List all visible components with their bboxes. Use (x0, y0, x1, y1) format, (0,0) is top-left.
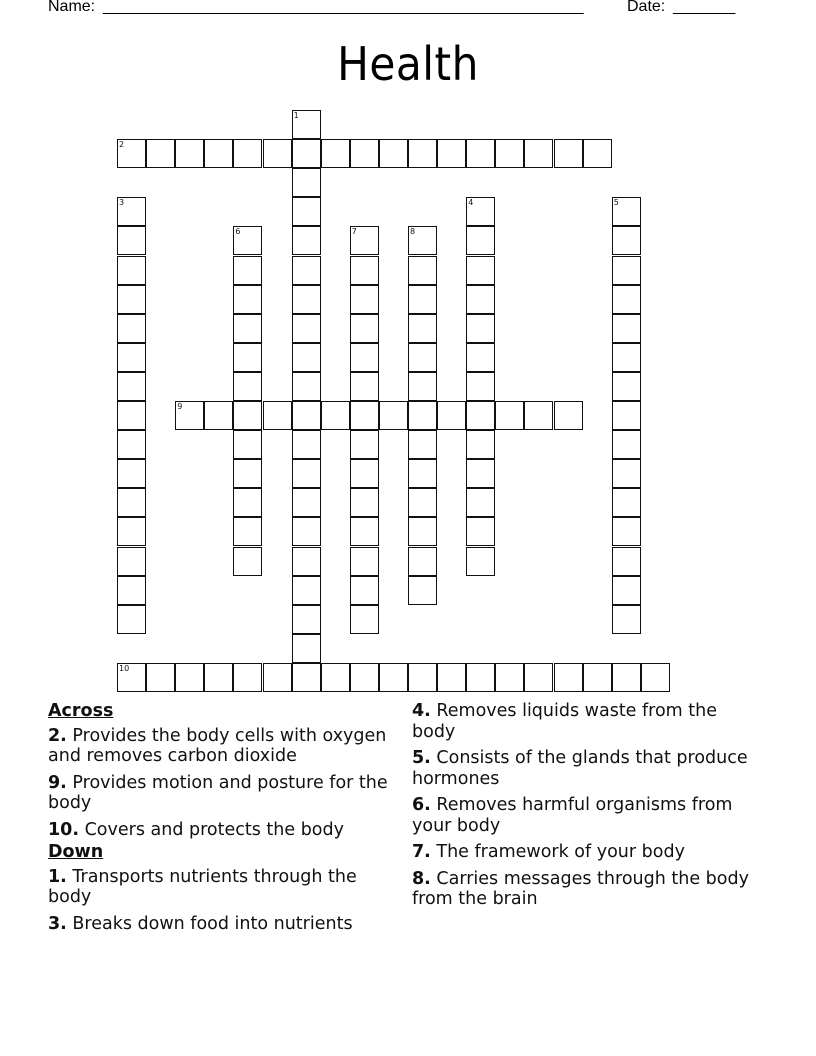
clue-text: Transports nutrients through the body (48, 866, 357, 907)
cell-number: 9 (177, 402, 183, 411)
crossword-cell[interactable] (321, 663, 350, 692)
crossword-cell[interactable] (233, 459, 262, 488)
crossword-cell[interactable] (204, 139, 233, 168)
crossword-cell[interactable] (350, 401, 379, 430)
crossword-cell[interactable] (117, 547, 146, 576)
across-heading: Across (48, 701, 114, 721)
date-field[interactable]: _______ (673, 0, 736, 15)
name-label: Name: (48, 0, 96, 15)
crossword-cell[interactable] (466, 285, 495, 314)
crossword-cell[interactable] (408, 459, 437, 488)
crossword-cell[interactable] (466, 226, 495, 255)
crossword-cell[interactable] (263, 139, 292, 168)
crossword-cell[interactable] (292, 401, 321, 430)
cell-number: 1 (293, 111, 299, 120)
crossword-cell[interactable] (117, 576, 146, 605)
crossword-cell[interactable] (350, 343, 379, 372)
clue-number: 6. (412, 795, 431, 815)
crossword-cell[interactable] (408, 256, 437, 285)
crossword-cell[interactable] (466, 547, 495, 576)
crossword-cell[interactable] (233, 314, 262, 343)
clue-down-3 (48, 914, 400, 935)
cell-number: 6 (235, 227, 241, 237)
crossword-cell[interactable] (233, 343, 262, 372)
crossword-cell[interactable] (408, 343, 437, 372)
crossword-cell[interactable] (612, 547, 641, 576)
clue-number: 4. (412, 701, 431, 721)
crossword-cell[interactable] (612, 576, 641, 605)
page-title: Health (337, 37, 479, 91)
clue-text: Removes harmful organisms from your body (412, 795, 733, 836)
crossword-cell[interactable] (263, 663, 292, 692)
crossword-cell[interactable] (641, 663, 670, 692)
crossword-cell[interactable] (612, 285, 641, 314)
crossword-cell[interactable] (292, 256, 321, 285)
crossword-cell[interactable] (524, 139, 553, 168)
crossword-cell[interactable] (612, 663, 641, 692)
crossword-cell[interactable] (233, 517, 262, 546)
crossword-cell[interactable] (466, 256, 495, 285)
crossword-cell[interactable] (263, 401, 292, 430)
crossword-cell[interactable] (379, 139, 408, 168)
clue-number: 10. (48, 819, 80, 840)
crossword-cell[interactable] (408, 517, 437, 546)
crossword-cell[interactable] (583, 663, 612, 692)
crossword-cell[interactable] (233, 256, 262, 285)
crossword-cell[interactable] (117, 314, 146, 343)
crossword-cell[interactable] (495, 663, 524, 692)
crossword-cell[interactable] (175, 401, 204, 430)
crossword-cell[interactable] (233, 488, 262, 517)
clue-text: Provides the body cells with oxygen and removes carbon dioxide (48, 725, 387, 766)
crossword-cell[interactable] (292, 634, 321, 663)
crossword-cell[interactable] (612, 226, 641, 255)
crossword-cell[interactable] (292, 372, 321, 401)
crossword-cell[interactable] (466, 430, 495, 459)
crossword-cell[interactable] (466, 517, 495, 546)
crossword-cell[interactable] (350, 285, 379, 314)
clue-text: Covers and protects the body (79, 819, 344, 840)
crossword-cell[interactable] (612, 517, 641, 546)
crossword-cell[interactable] (408, 401, 437, 430)
clue-across-2 (48, 726, 400, 767)
crossword-cell[interactable] (292, 576, 321, 605)
crossword-cell[interactable] (350, 576, 379, 605)
crossword-cell[interactable] (437, 139, 466, 168)
clue-text: Removes liquids waste from the body (412, 701, 718, 742)
crossword-cell[interactable] (321, 401, 350, 430)
crossword-cell[interactable] (117, 605, 146, 634)
clue-number: 9. (48, 772, 67, 793)
crossword-cell[interactable] (437, 401, 466, 430)
crossword-cell[interactable] (292, 110, 321, 139)
clue-number: 5. (412, 748, 431, 768)
crossword-cell[interactable] (233, 547, 262, 576)
clue-down-1 (48, 867, 400, 908)
crossword-cell[interactable] (612, 372, 641, 401)
crossword-cell[interactable] (466, 372, 495, 401)
clue-number: 2. (48, 725, 67, 746)
cell-number: 2 (119, 140, 125, 150)
crossword-cell[interactable] (117, 226, 146, 255)
crossword-cell[interactable] (117, 285, 146, 314)
crossword-cell[interactable] (233, 226, 262, 255)
crossword-cell[interactable] (554, 663, 583, 692)
crossword-cell[interactable] (379, 401, 408, 430)
clue-down-6 (412, 795, 757, 836)
crossword-cell[interactable] (146, 139, 175, 168)
crossword-cell[interactable] (466, 459, 495, 488)
clue-number: 3. (48, 913, 67, 934)
crossword-cell[interactable] (117, 197, 146, 226)
clue-across-9 (48, 773, 400, 814)
crossword-cell[interactable] (612, 401, 641, 430)
clue-text: Provides motion and posture for the body (48, 772, 388, 813)
crossword-cell[interactable] (292, 168, 321, 197)
clue-across-10 (48, 820, 400, 841)
crossword-cell[interactable] (292, 547, 321, 576)
crossword-cell[interactable] (292, 343, 321, 372)
clue-number: 8. (412, 868, 431, 889)
crossword-cell[interactable] (612, 197, 641, 226)
crossword-cell[interactable] (408, 430, 437, 459)
crossword-cell[interactable] (233, 372, 262, 401)
crossword-cell[interactable] (350, 256, 379, 285)
crossword-cell[interactable] (350, 459, 379, 488)
crossword-cell[interactable] (408, 372, 437, 401)
crossword-cell[interactable] (408, 576, 437, 605)
crossword-cell[interactable] (612, 488, 641, 517)
crossword-cell[interactable] (408, 139, 437, 168)
crossword-cell[interactable] (466, 197, 495, 226)
crossword-cell[interactable] (612, 256, 641, 285)
clue-down-5 (412, 748, 757, 789)
crossword-cell[interactable] (466, 401, 495, 430)
crossword-cell[interactable] (408, 226, 437, 255)
crossword-cell[interactable] (612, 605, 641, 634)
crossword-cell[interactable] (350, 517, 379, 546)
crossword-cell[interactable] (117, 459, 146, 488)
crossword-cell[interactable] (117, 139, 146, 168)
crossword-cell[interactable] (117, 430, 146, 459)
crossword-cell[interactable] (117, 401, 146, 430)
crossword-cell[interactable] (350, 430, 379, 459)
crossword-cell[interactable] (292, 488, 321, 517)
crossword-cell[interactable] (204, 663, 233, 692)
crossword-cell[interactable] (233, 139, 262, 168)
crossword-cell[interactable] (233, 430, 262, 459)
crossword-cell[interactable] (466, 343, 495, 372)
crossword-cell[interactable] (350, 139, 379, 168)
crossword-cell[interactable] (408, 285, 437, 314)
cell-number: 7 (351, 227, 357, 237)
clues-column-left (48, 701, 400, 940)
cell-number: 5 (613, 198, 619, 208)
clue-text: The framework of your body (430, 842, 685, 862)
crossword-cell[interactable] (524, 401, 553, 430)
crossword-cell[interactable] (292, 459, 321, 488)
crossword-cell[interactable] (554, 401, 583, 430)
crossword-cell[interactable] (292, 430, 321, 459)
clues-column-right (412, 701, 757, 916)
crossword-cell[interactable] (292, 139, 321, 168)
crossword-cell[interactable] (117, 372, 146, 401)
crossword-cell[interactable] (350, 314, 379, 343)
clue-text: Consists of the glands that produce hormones (412, 748, 748, 789)
date-label: Date: (627, 0, 666, 15)
crossword-cell[interactable] (233, 285, 262, 314)
crossword-cell[interactable] (292, 605, 321, 634)
crossword-cell[interactable] (292, 517, 321, 546)
crossword-cell[interactable] (466, 488, 495, 517)
crossword-cell[interactable] (612, 459, 641, 488)
crossword-cell[interactable] (292, 226, 321, 255)
crossword-cell[interactable] (350, 488, 379, 517)
crossword-cell[interactable] (292, 285, 321, 314)
clue-number: 7. (412, 842, 431, 862)
crossword-cell[interactable] (408, 314, 437, 343)
clue-down-4 (412, 701, 757, 742)
crossword-cell[interactable] (350, 372, 379, 401)
crossword-cell[interactable] (175, 663, 204, 692)
crossword-cell[interactable] (466, 314, 495, 343)
cell-number: 3 (119, 198, 125, 208)
crossword-cell[interactable] (408, 488, 437, 517)
crossword-cell[interactable] (612, 430, 641, 459)
crossword-cell[interactable] (233, 401, 262, 430)
crossword-cell[interactable] (612, 343, 641, 372)
crossword-cell[interactable] (292, 197, 321, 226)
crossword-cell[interactable] (583, 139, 612, 168)
crossword-cell[interactable] (321, 139, 350, 168)
clue-text: Carries messages through the body from the brain (412, 868, 749, 909)
crossword-cell[interactable] (117, 517, 146, 546)
crossword-cell[interactable] (350, 226, 379, 255)
cell-number: 4 (468, 198, 474, 208)
cell-number: 8 (410, 227, 416, 237)
crossword-cell[interactable] (495, 139, 524, 168)
crossword-cell[interactable] (379, 663, 408, 692)
crossword-cell[interactable] (466, 139, 495, 168)
crossword-cell[interactable] (350, 663, 379, 692)
crossword-cell[interactable] (466, 663, 495, 692)
crossword-cell[interactable] (437, 663, 466, 692)
crossword-cell[interactable] (554, 139, 583, 168)
crossword-cell[interactable] (233, 663, 262, 692)
crossword-cell[interactable] (408, 663, 437, 692)
clue-down-7 (412, 842, 757, 863)
crossword-cell[interactable] (495, 401, 524, 430)
crossword-cell[interactable] (350, 605, 379, 634)
clue-down-8 (412, 869, 757, 910)
name-field[interactable]: ______________________________________________________ (103, 0, 584, 15)
crossword-cell[interactable] (117, 488, 146, 517)
crossword-cell[interactable] (292, 663, 321, 692)
clue-number: 1. (48, 866, 67, 887)
crossword-cell[interactable] (350, 547, 379, 576)
cell-number: 10 (119, 663, 130, 673)
clue-text: Breaks down food into nutrients (66, 913, 353, 934)
down-heading: Down (48, 842, 104, 862)
crossword-cell[interactable] (146, 663, 175, 692)
crossword-cell[interactable] (408, 547, 437, 576)
crossword-cell[interactable] (524, 663, 553, 692)
crossword-cell[interactable] (117, 343, 146, 372)
crossword-cell[interactable] (292, 314, 321, 343)
crossword-cell[interactable] (204, 401, 233, 430)
crossword-cell[interactable] (117, 256, 146, 285)
crossword-cell[interactable] (117, 663, 146, 692)
crossword-cell[interactable] (175, 139, 204, 168)
crossword-cell[interactable] (612, 314, 641, 343)
